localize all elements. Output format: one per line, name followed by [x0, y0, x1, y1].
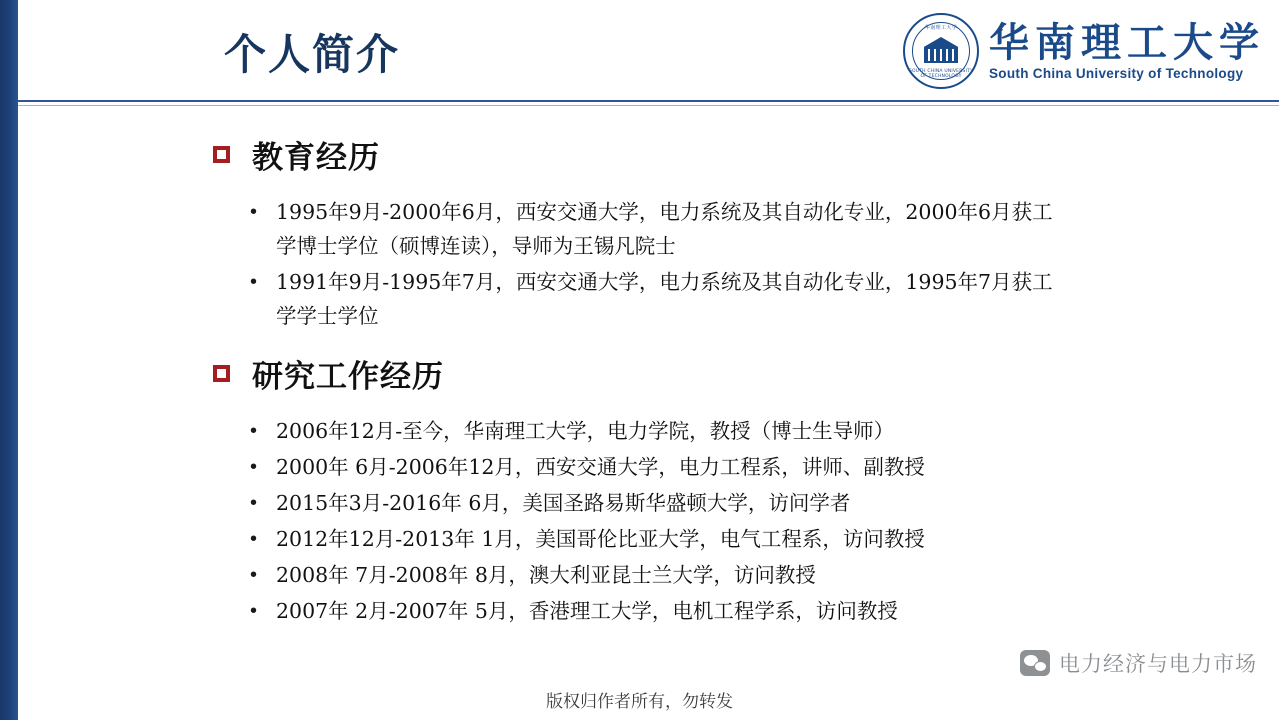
list-item: [18, 414, 1279, 448]
square-marker-icon: [213, 146, 230, 163]
bullet-dot-icon: •: [250, 420, 258, 442]
section-research-header: [18, 351, 1279, 396]
list-item-text: 1991年9月-1995年7月，西安交通大学，电力系统及其自动化专业，1995年7月获工学学士学位: [276, 270, 1053, 328]
seal-bottom-text: SOUTH CHINA UNIVERSITY OF TECHNOLOGY: [908, 69, 974, 79]
watermark-text: 电力经济与电力市场: [1059, 652, 1257, 676]
bullet-dot-icon: •: [250, 492, 258, 514]
university-logo: [903, 12, 1265, 90]
university-name-cn: 华南理工大学: [989, 19, 1265, 66]
seal-top-text: 华南理工大学: [924, 25, 958, 31]
research-list: [18, 414, 1279, 628]
header-divider: [18, 100, 1279, 102]
square-marker-icon: [213, 365, 230, 382]
header-divider-secondary: [18, 105, 1279, 106]
university-name-en: South China University of Technology: [989, 65, 1244, 81]
university-name-block: [989, 19, 1265, 81]
list-item: [18, 558, 1279, 592]
section-education: [18, 132, 1279, 333]
bullet-dot-icon: •: [250, 564, 258, 586]
list-item: [18, 195, 1279, 263]
wechat-icon: [1020, 650, 1050, 676]
spacer-edu: [18, 177, 1279, 195]
section-research-experience: [18, 351, 1279, 628]
list-item-text: 2015年3月-2016年 6月，美国圣路易斯华盛顿大学，访问学者: [276, 491, 851, 515]
section-research-title: 研究工作经历: [252, 359, 444, 395]
watermark: [1020, 648, 1257, 678]
list-item: [18, 265, 1279, 333]
slide-header: [18, 0, 1279, 100]
left-accent-bar: [0, 0, 18, 720]
bullet-dot-icon: •: [250, 201, 258, 223]
list-item-text: 1995年9月-2000年6月，西安交通大学，电力系统及其自动化专业，2000年6月获工学博士学位（硕博连读），导师为王锡凡院士: [276, 200, 1053, 258]
copyright-notice: 版权归作者所有，勿转发: [546, 692, 733, 712]
page-title: 个人简介: [224, 30, 401, 79]
education-list: [18, 195, 1279, 333]
spacer-research: [18, 396, 1279, 414]
list-item: [18, 450, 1279, 484]
list-item-text: 2007年 2月-2007年 5月，香港理工大学，电机工程学系，访问教授: [276, 599, 898, 623]
seal-gate-lines: [928, 49, 954, 61]
section-education-header: [18, 132, 1279, 177]
list-item: [18, 522, 1279, 556]
bullet-dot-icon: •: [250, 271, 258, 293]
spacer-mid: [18, 335, 1279, 351]
list-item: [18, 594, 1279, 628]
list-item: [18, 486, 1279, 520]
bullet-dot-icon: •: [250, 456, 258, 478]
list-item-text: 2008年 7月-2008年 8月，澳大利亚昆士兰大学，访问教授: [276, 563, 816, 587]
slide-body: [18, 110, 1279, 630]
bullet-dot-icon: •: [250, 528, 258, 550]
list-item-text: 2000年 6月-2006年12月，西安交通大学，电力工程系，讲师、副教授: [276, 455, 925, 479]
list-item-text: 2006年12月-至今，华南理工大学，电力学院，教授（博士生导师）: [276, 419, 895, 443]
section-education-title: 教育经历: [252, 140, 380, 176]
list-item-text: 2012年12月-2013年 1月，美国哥伦比亚大学，电气工程系，访问教授: [276, 527, 925, 551]
bullet-dot-icon: •: [250, 600, 258, 622]
spacer-top: [18, 110, 1279, 132]
university-seal-icon: [903, 13, 979, 89]
